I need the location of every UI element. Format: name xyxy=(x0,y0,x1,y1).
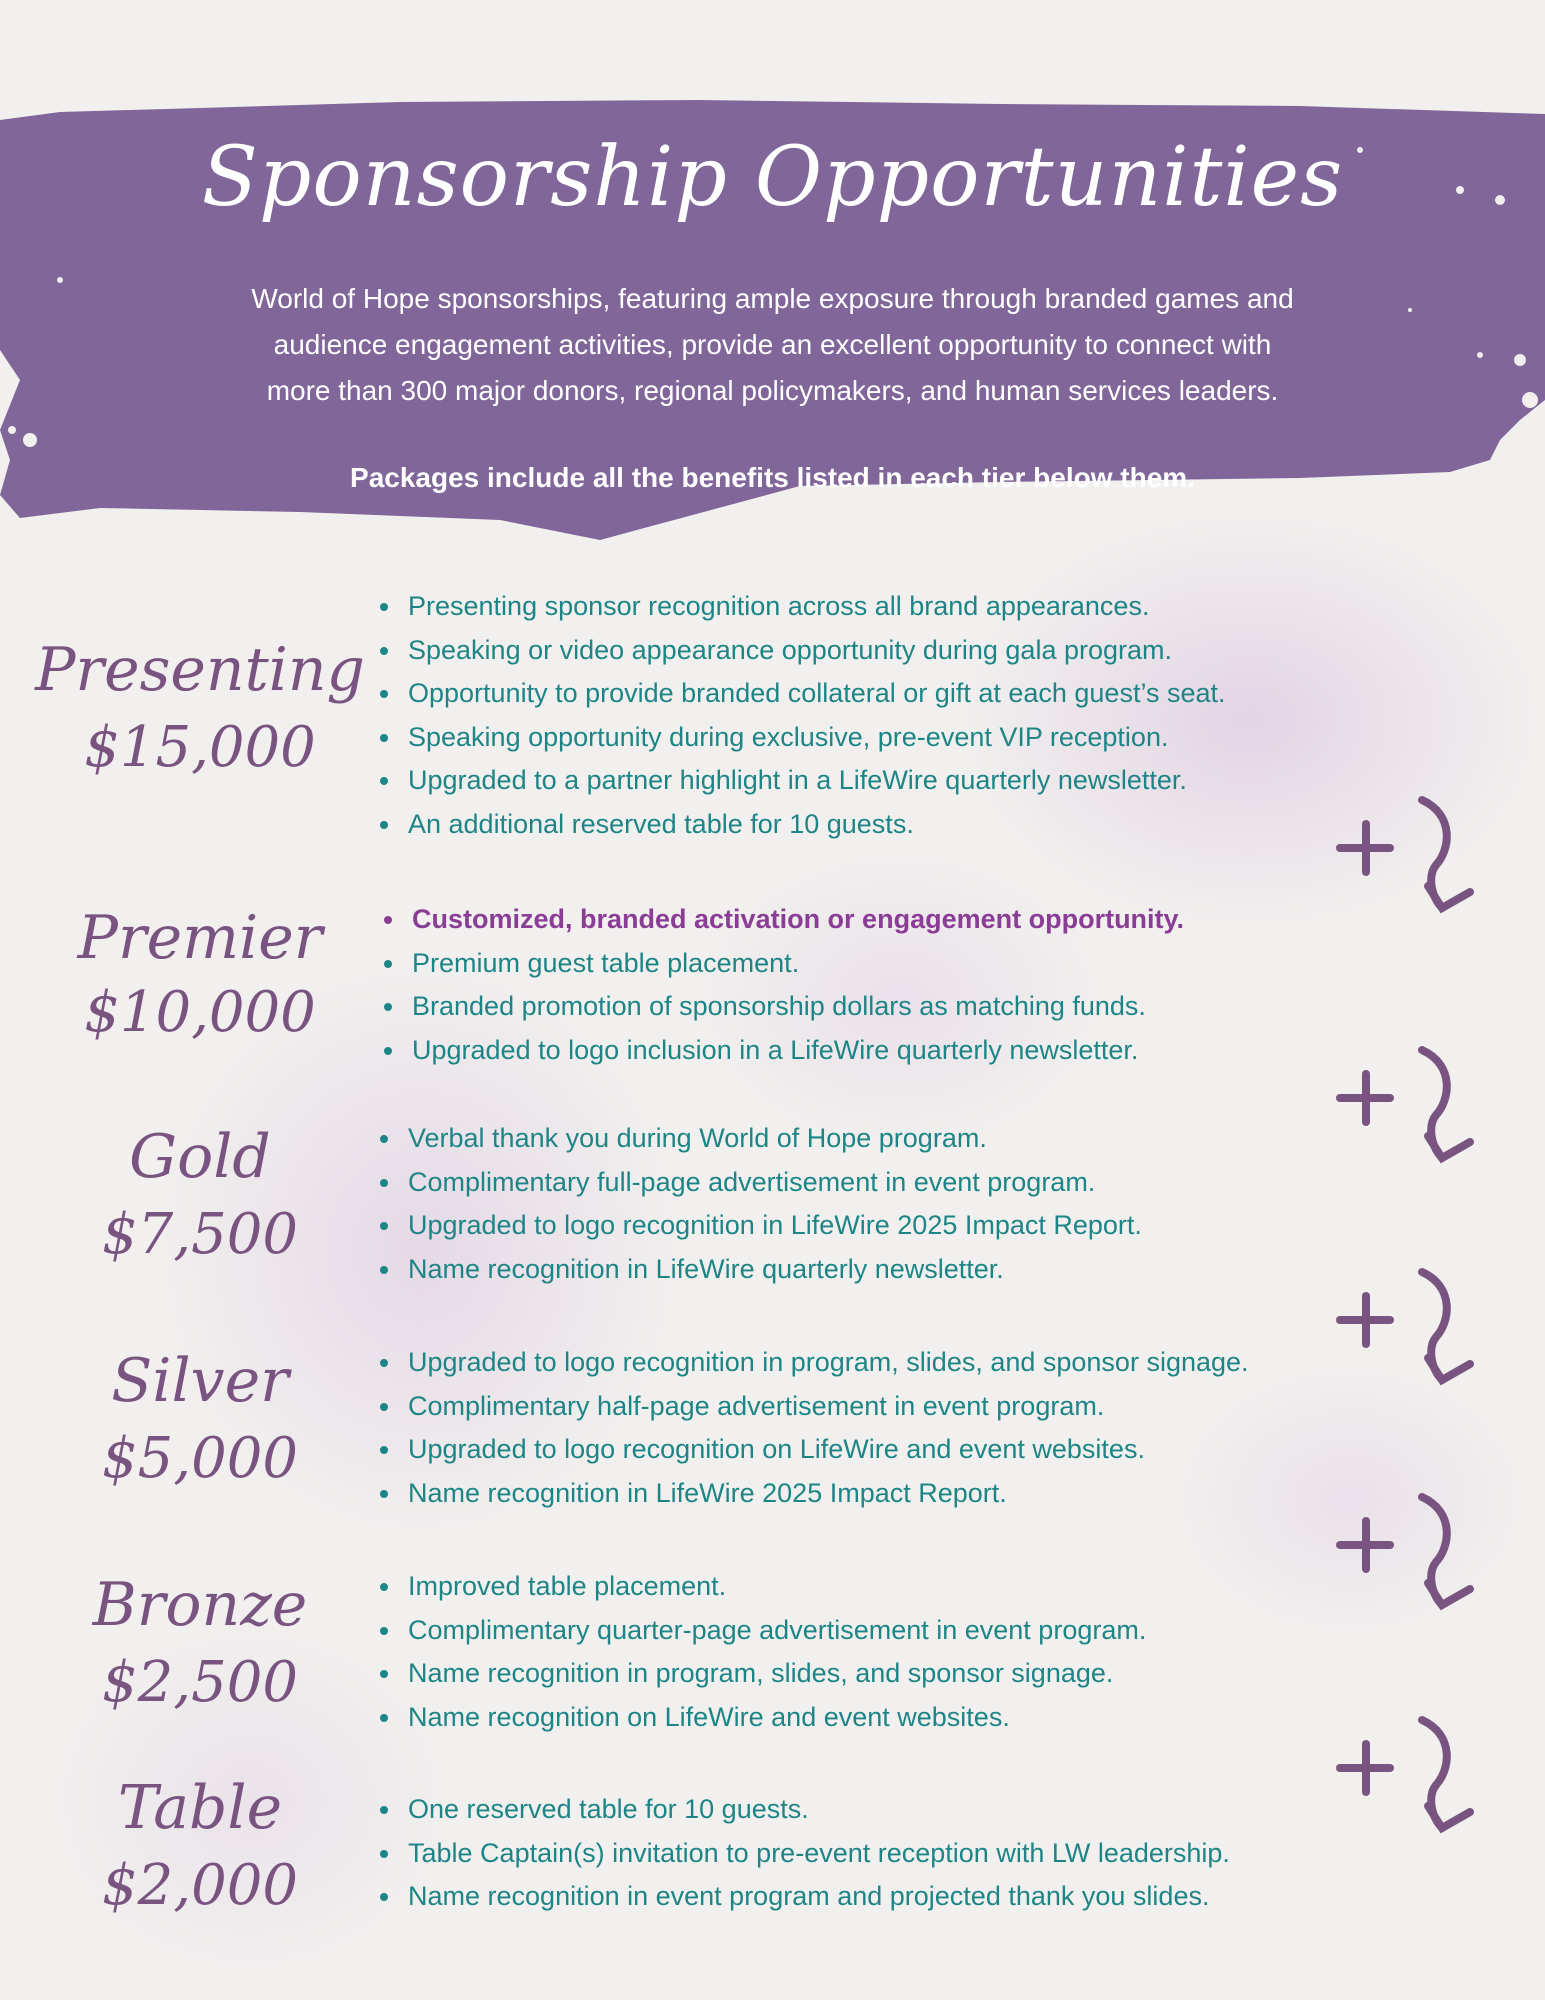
list-item: An additional reserved table for 10 guests. xyxy=(380,803,1226,847)
benefit-list xyxy=(380,1341,1249,1515)
list-item: Branded promotion of sponsorship dollars as matching funds. xyxy=(384,985,1184,1029)
list-item: Complimentary full-page advertisement in event program. xyxy=(380,1161,1142,1205)
list-item: Name recognition on LifeWire and event websites. xyxy=(380,1696,1146,1740)
list-item: Opportunity to provide branded collateral or gift at each guest’s seat. xyxy=(380,672,1226,716)
page-title: Sponsorship Opportunities xyxy=(201,130,1344,225)
tier-price: $7,500 xyxy=(102,1202,298,1267)
tier-name: Silver xyxy=(111,1346,289,1416)
list-item: Presenting sponsor recognition across all brand appearances. xyxy=(380,585,1226,629)
plus-curved-arrow-icon xyxy=(1330,1040,1490,1170)
tier-price: $15,000 xyxy=(84,715,316,780)
plus-curved-arrow-icon xyxy=(1330,1710,1490,1840)
list-item: Verbal thank you during World of Hope program. xyxy=(380,1117,1142,1161)
plus-curved-arrow-icon xyxy=(1330,790,1490,920)
tier-price: $2,000 xyxy=(102,1853,298,1918)
benefit-list xyxy=(380,585,1226,846)
tier-name: Premier xyxy=(77,903,323,973)
list-item: Table Captain(s) invitation to pre-event reception with LW leadership. xyxy=(380,1832,1230,1876)
packages-note: Packages include all the benefits listed in each tier below them. xyxy=(350,462,1195,493)
list-item: Speaking or video appearance opportunity during gala program. xyxy=(380,629,1226,673)
tier-price: $10,000 xyxy=(84,980,316,1045)
benefit-list xyxy=(380,1565,1146,1739)
list-item: Speaking opportunity during exclusive, pre-event VIP reception. xyxy=(380,716,1226,760)
list-item: Name recognition in LifeWire quarterly newsletter. xyxy=(380,1248,1142,1292)
tier-name: Gold xyxy=(129,1122,271,1192)
benefit-list xyxy=(384,898,1184,1072)
list-item: Name recognition in event program and projected thank you slides. xyxy=(380,1875,1230,1919)
list-item: Premium guest table placement. xyxy=(384,942,1184,986)
list-item: Upgraded to logo recognition on LifeWire and event websites. xyxy=(380,1428,1249,1472)
intro-paragraph: World of Hope sponsorships, featuring ample exposure through branded games and audience engagement activities, provide an excellent opportunity to connect with more than 300 major donors, regional policymakers, and human services leaders. xyxy=(251,283,1294,406)
tier-price: $2,500 xyxy=(102,1650,298,1715)
list-item: Upgraded to logo recognition in LifeWire 2025 Impact Report. xyxy=(380,1204,1142,1248)
list-item: Complimentary half-page advertisement in event program. xyxy=(380,1385,1249,1429)
benefit-list xyxy=(380,1117,1142,1291)
list-item: Name recognition in program, slides, and sponsor signage. xyxy=(380,1652,1146,1696)
list-item: Upgraded to logo inclusion in a LifeWire quarterly newsletter. xyxy=(384,1029,1184,1073)
list-item: Name recognition in LifeWire 2025 Impact Report. xyxy=(380,1472,1249,1516)
benefit-list xyxy=(380,1788,1230,1919)
list-item: Complimentary quarter-page advertisement in event program. xyxy=(380,1609,1146,1653)
tier-price: $5,000 xyxy=(102,1426,298,1491)
list-item: Upgraded to logo recognition in program, slides, and sponsor signage. xyxy=(380,1341,1249,1385)
plus-curved-arrow-icon xyxy=(1330,1262,1490,1392)
list-item-highlight: Customized, branded activation or engagement opportunity. xyxy=(384,898,1184,942)
list-item: Improved table placement. xyxy=(380,1565,1146,1609)
header-banner xyxy=(0,100,1545,548)
tier-name: Presenting xyxy=(35,635,365,705)
list-item: Upgraded to a partner highlight in a LifeWire quarterly newsletter. xyxy=(380,759,1226,803)
plus-curved-arrow-icon xyxy=(1330,1487,1490,1617)
tier-name: Bronze xyxy=(92,1570,308,1640)
tier-name: Table xyxy=(117,1773,283,1843)
list-item: One reserved table for 10 guests. xyxy=(380,1788,1230,1832)
